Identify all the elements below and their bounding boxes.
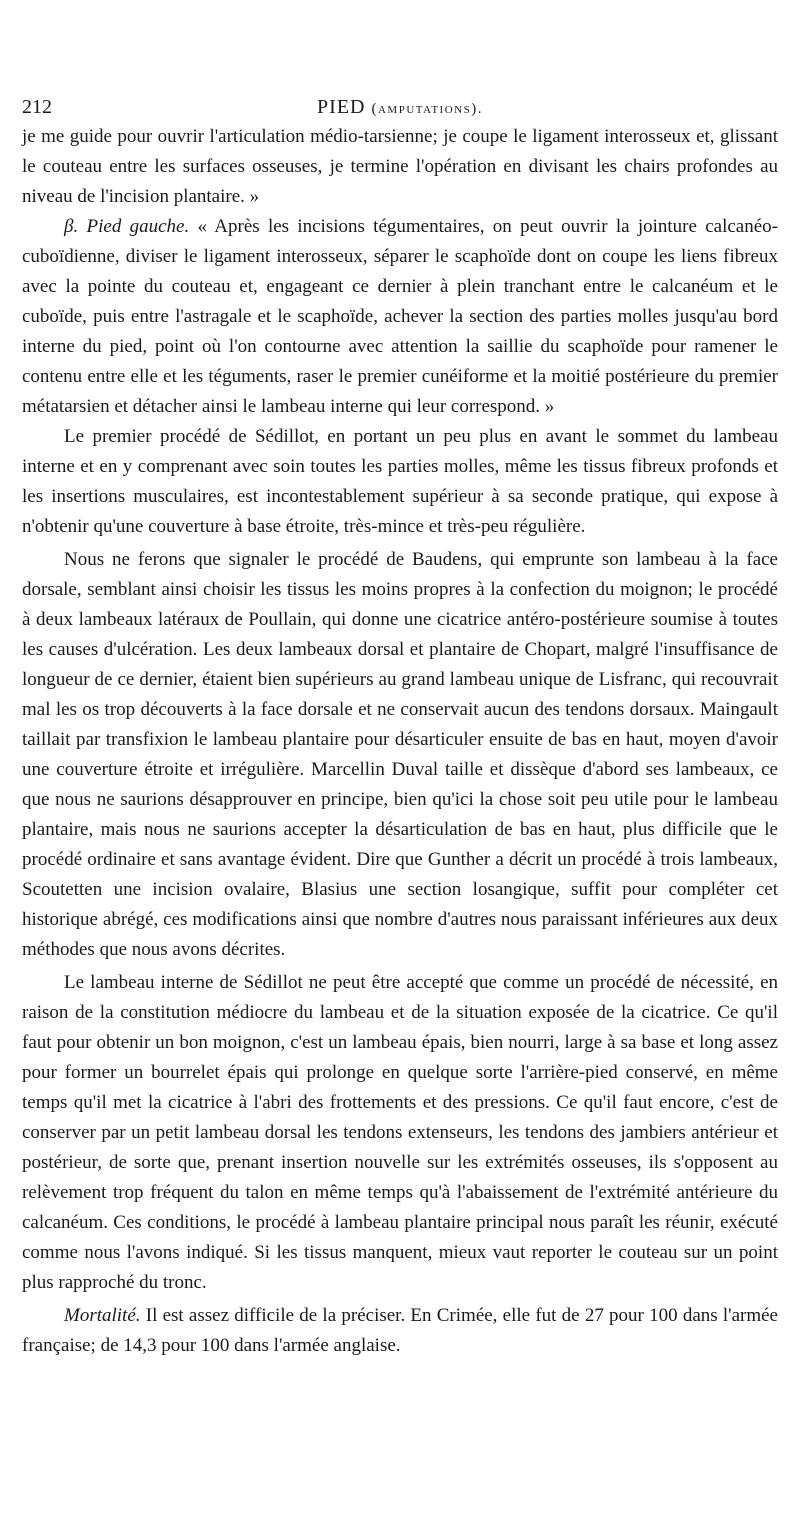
paragraph-lambeau-interne: Le lambeau interne de Sédillot ne peut être accepté que comme un procédé de nécessité, en raison de la constitution médiocre du lambeau et de la situation exposée de la cicatrice. Ce qu'il faut pour obtenir un bon moignon, c'est un lambeau épais, bien nourri, large à sa base et long assez pour former un bourrelet épais qui prolonge en quelque sorte l'arrière-pied conservé, en même temps qu'il met la cicatrice à l'abri des frottements et des pressions. Ce qu'il faut encore, c'est de conserver par un petit lambeau dorsal les tendons extenseurs, les tendons des jambiers antérieur et postérieur, de sorte que, prenant insertion nouvelle sur les extrémités osseuses, ils s'opposent au relèvement trop fréquent du talon en même temps qu'à l'abaissement de l'extrémité antérieure du calcanéum. Ces conditions, le procédé à lambeau plantaire principal nous paraît les réunir, exécuté comme nous l'avons indiqué. Si les tissus manquent, mieux vaut reporter le couteau sur un point plus rapproché du tronc. <box>22 972 778 1293</box>
book-page <box>22 92 778 1361</box>
paragraph-pied-gauche <box>22 212 778 422</box>
page-number: 212 <box>22 96 52 118</box>
running-title-sub: (amputations). <box>371 101 483 117</box>
paragraph-continuation: je me guide pour ouvrir l'articulation médio-tarsienne; je coupe le ligament interosseux et, glissant le couteau entre les surfaces osseuses, je termine l'opération en divisant les chairs profondes au niveau de l'incision plantaire. » <box>22 126 778 207</box>
paragraph-mortalite <box>22 1301 778 1361</box>
running-title-main: PIED <box>317 96 366 118</box>
paragraph-sedillot: Le premier procédé de Sédillot, en portant un peu plus en avant le sommet du lambeau interne et en y comprenant avec soin toutes les parties molles, même les tissus fibreux profonds et les insertions musculaires, est incontestablement supérieur à sa seconde pratique, qui expose à n'obtenir qu'une couverture à base étroite, très-mince et très-peu régulière. <box>22 426 778 537</box>
paragraph-baudens: Nous ne ferons que signaler le procédé de Baudens, qui emprunte son lambeau à la face dorsale, semblant ainsi choisir les tissus les moins propres à la confection du moignon; le procédé à deux lambeaux latéraux de Poullain, qui donne une cicatrice antéro-postérieure soumise à toutes les causes d'ulcération. Les deux lambeaux dorsal et plantaire de Chopart, malgré l'insuffisance de longueur de ce dernier, étaient bien supérieurs au grand lambeau unique de Lisfranc, qui recouvrait mal les os trop découverts à la face dorsale et ne conservait aucun des tendons dorsaux. Maingault taillait par transfixion le lambeau plantaire pour désarticuler ensuite de bas en haut, moyen d'avoir une couverture étroite et irrégulière. Marcellin Duval taille et dissèque d'abord ses lambeaux, ce que nous ne saurions désapprouver en principe, bien qu'ici la chose soit peu utile pour le lambeau plantaire, mais nous ne saurions accepter la désarticulation de bas en haut, plus difficile que le procédé ordinaire et sans avantage évident. Dire que Gunther a décrit un procédé à trois lambeaux, Scoutetten une incision ovalaire, Blasius une section losangique, suffit pour compléter cet historique abrégé, ces modifications ainsi que nombre d'autres nous paraissant inférieures aux deux méthodes que nous avons décrites. <box>22 549 778 960</box>
pied-gauche-label: β. Pied gauche. <box>64 216 190 237</box>
mortalite-label: Mortalité. <box>64 1305 141 1326</box>
page-header <box>22 92 778 122</box>
pied-gauche-text: « Après les incisions tégumentaires, on peut ouvrir la jointure calcanéo-cuboïdienne, diviser le ligament interosseux, séparer le scaphoïde dont on coupe les liens fibreux avec la pointe du couteau et, engageant ce dernier à plein tranchant entre le calcanéum et le cuboïde, puis entre l'astragale et le scaphoïde, achever la section des parties molles jusqu'au bord interne du pied, point où l'on contourne avec attention la saillie du scaphoïde pour ramener le contenu entre elle et les téguments, raser le premier cunéiforme et la moitié postérieure du premier métatarsien et détacher ainsi le lambeau interne qui leur correspond. » <box>22 216 778 417</box>
running-title <box>22 92 778 124</box>
mortalite-text: Il est assez difficile de la préciser. En Crimée, elle fut de 27 pour 100 dans l'armée française; de 14,3 pour 100 dans l'armée anglaise. <box>22 1305 778 1356</box>
